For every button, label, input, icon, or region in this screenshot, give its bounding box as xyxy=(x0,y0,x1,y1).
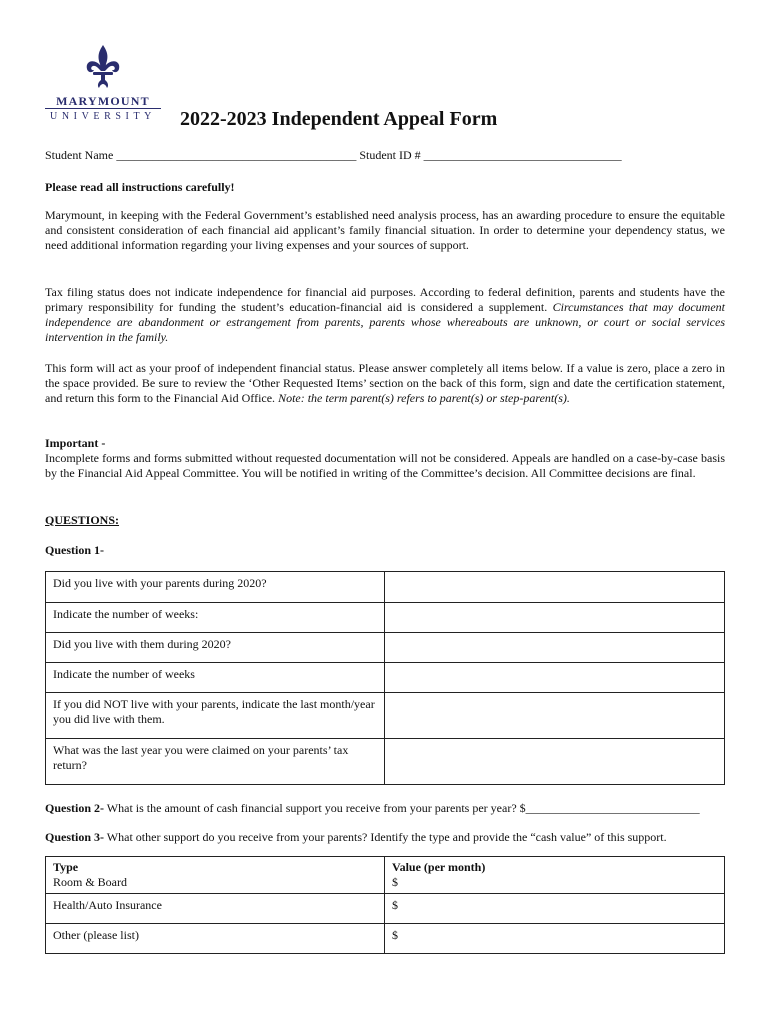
question3-table xyxy=(45,856,725,954)
question3-row xyxy=(46,857,725,894)
question1-prompt: What was the last year you were claimed on your parents’ tax return? xyxy=(46,739,385,785)
value-field[interactable]: $ xyxy=(385,894,725,924)
question3-value-cell[interactable] xyxy=(385,857,725,894)
proof-note: Note: the term parent(s) refers to parent(s) or step-parent(s). xyxy=(278,391,570,405)
student-name-field[interactable]: ________________________________________ xyxy=(116,148,357,162)
fleur-de-lis-icon xyxy=(82,44,124,90)
student-info-line xyxy=(45,148,622,163)
question1-label: Question 1- xyxy=(45,543,105,557)
question1-answer-cell[interactable] xyxy=(385,739,725,785)
question1-answer-cell[interactable] xyxy=(385,693,725,739)
questions-heading: QUESTIONS: xyxy=(45,513,120,527)
tax-status-text: Tax filing status does not indicate independence for financial aid purposes. According to federal definition, parents and students have the primary responsibility for funding the student’s education-financial aid is considered a supplement. xyxy=(45,285,725,314)
student-id-label: Student ID # xyxy=(359,148,421,162)
logo-wordmark: MARYMOUNT xyxy=(56,94,150,108)
intro-paragraph: Marymount, in keeping with the Federal Government’s established need analysis process, has an awarding procedure to ensure the equitable and consistent consideration of each financial aid applicant’s family financial situation. In order to determine your dependency status, we need additional information regarding your living expenses and your sources of support. xyxy=(45,208,725,252)
question1-prompt: Did you live with your parents during 2020? xyxy=(46,572,385,603)
question1-row xyxy=(46,603,725,633)
question1-answer-cell[interactable] xyxy=(385,603,725,633)
question2 xyxy=(45,801,700,816)
question2-label: Question 2- xyxy=(45,801,105,815)
value-field[interactable]: $ xyxy=(385,924,725,954)
type-label: Other (please list) xyxy=(46,924,385,954)
question1-answer-cell[interactable] xyxy=(385,572,725,603)
question2-text[interactable]: What is the amount of cash financial support you receive from your parents per year? $_____________________________ xyxy=(104,801,700,815)
instructions-heading: Please read all instructions carefully! xyxy=(45,180,235,194)
question3-row xyxy=(46,924,725,954)
logo-subwordmark: UNIVERSITY xyxy=(50,111,156,122)
proof-text: This form will act as your proof of independent financial status. Please answer completely all items below. If a value is zero, place a zero in the space provided. Be sure to review the ‘Other Requested Items’ section on the back of this form, sign and date the certification statement, and return this form to the Financial Aid Office. xyxy=(45,361,725,405)
type-label: Health/Auto Insurance xyxy=(46,894,385,924)
question3-text: What other support do you receive from your parents? Identify the type and provide the “cash value” of this support. xyxy=(104,830,667,844)
question1-prompt: Did you live with them during 2020? xyxy=(46,633,385,663)
question1-row xyxy=(46,633,725,663)
logo-divider xyxy=(45,108,161,109)
question1-row xyxy=(46,663,725,693)
question1-row xyxy=(46,693,725,739)
tax-status-italic: Circumstances that may document independence are abandonment or estrangement from parents, parents whose whereabouts are unknown, or court or social services intervention in the family. xyxy=(45,300,725,344)
university-logo xyxy=(44,44,162,130)
important-text: Incomplete forms and forms submitted without requested documentation will not be considered. Appeals are handled on a case-by-case basis by the Financial Aid Appeal Committee. You will be notified in writing of the Committee’s decision. All Committee decisions are final. xyxy=(45,451,725,480)
tax-status-paragraph xyxy=(45,285,725,345)
type-label: Room & Board xyxy=(53,875,127,889)
student-id-field[interactable]: _________________________________ xyxy=(423,148,622,162)
question1-row xyxy=(46,572,725,603)
question1-table xyxy=(45,571,725,785)
question1-prompt: Indicate the number of weeks xyxy=(46,663,385,693)
question3 xyxy=(45,830,667,845)
question3-row xyxy=(46,894,725,924)
value-column-header: Value (per month) xyxy=(392,860,486,874)
type-column-header: Type xyxy=(53,860,79,874)
question1-answer-cell[interactable] xyxy=(385,633,725,663)
question3-label: Question 3- xyxy=(45,830,105,844)
question3-type-cell xyxy=(46,857,385,894)
important-section xyxy=(45,436,725,481)
important-heading: Important - xyxy=(45,436,106,450)
question1-row xyxy=(46,739,725,785)
question1-answer-cell[interactable] xyxy=(385,663,725,693)
student-name-label: Student Name xyxy=(45,148,114,162)
value-field[interactable]: $ xyxy=(392,875,398,889)
question1-prompt: Indicate the number of weeks: xyxy=(46,603,385,633)
question1-prompt: If you did NOT live with your parents, indicate the last month/year you did live with them. xyxy=(46,693,385,739)
form-title: 2022-2023 Independent Appeal Form xyxy=(180,108,498,130)
proof-paragraph xyxy=(45,361,725,406)
